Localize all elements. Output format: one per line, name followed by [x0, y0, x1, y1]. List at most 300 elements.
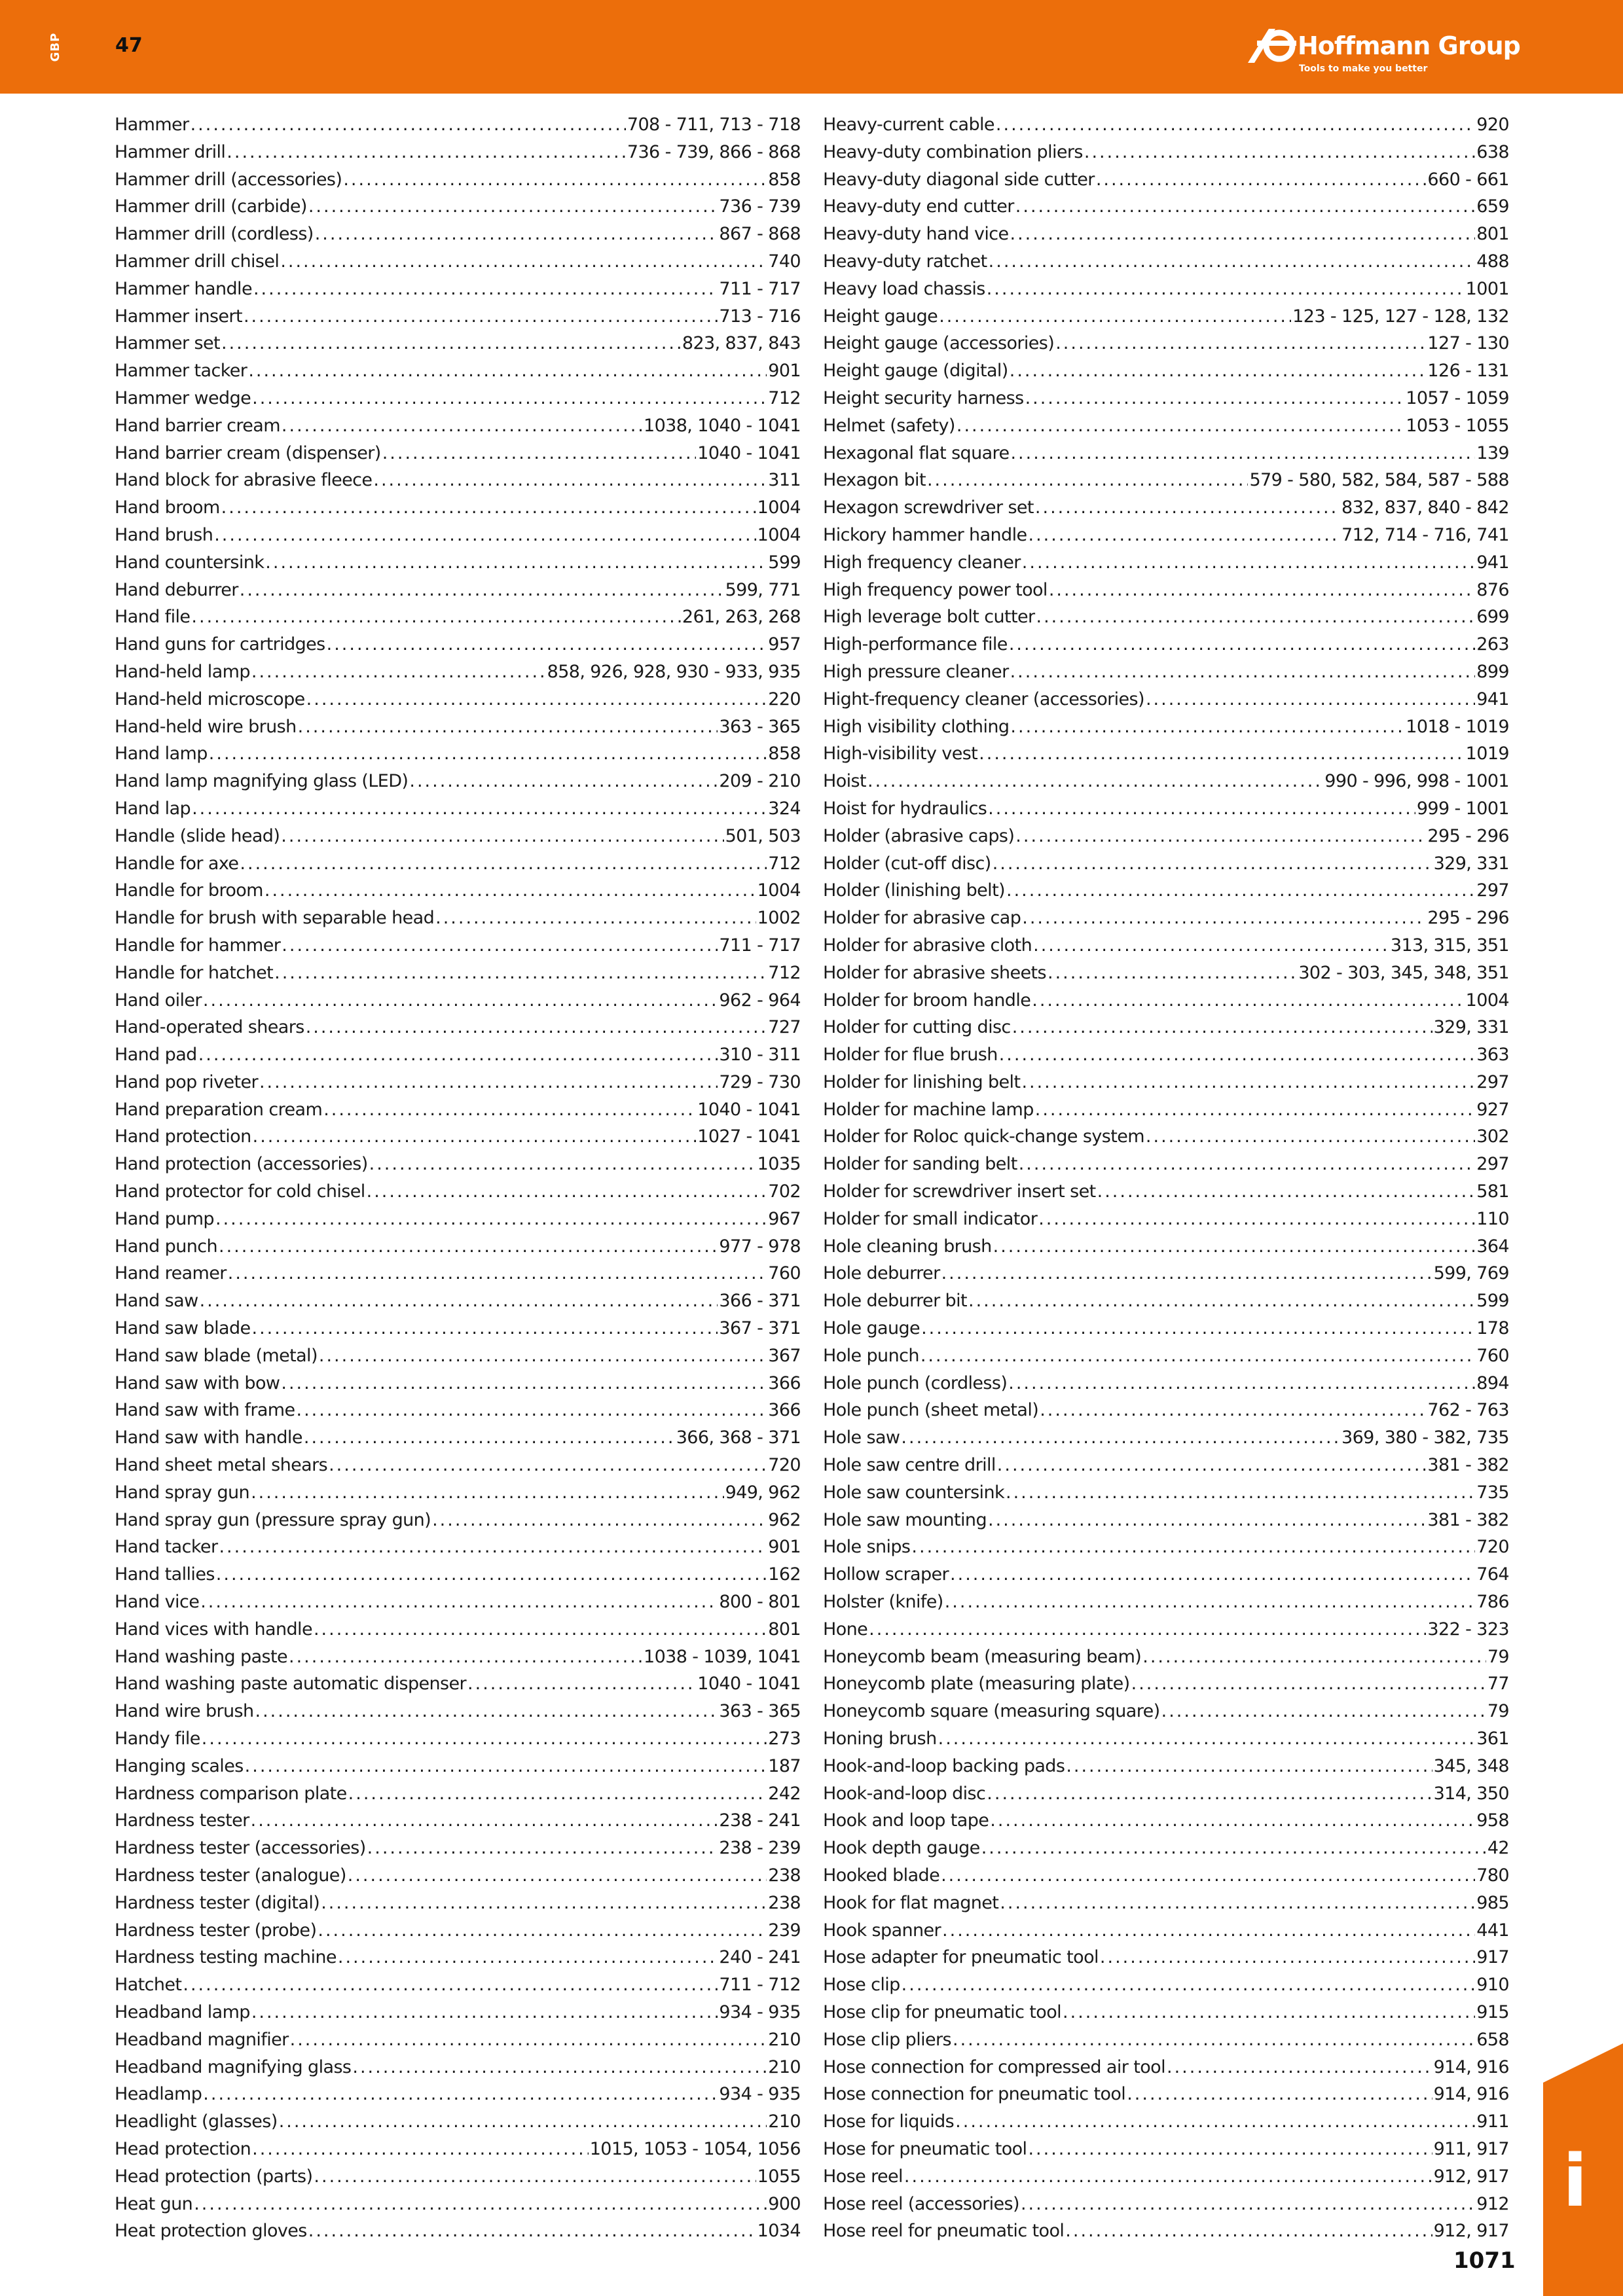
index-pages: 659 [1476, 196, 1509, 217]
index-entry [823, 1643, 1509, 1671]
index-pages: 801 [768, 1619, 801, 1640]
index-entry [115, 1123, 801, 1151]
index-pages: 361 [1476, 1729, 1509, 1749]
index-term: Helmet (safety) [823, 415, 955, 436]
index-pages: 363 - 365 [719, 1701, 801, 1722]
index-term: High frequency power tool [823, 579, 1048, 600]
index-pages: 858 [768, 744, 801, 764]
index-pages: 832, 837, 840 - 842 [1341, 497, 1509, 518]
index-term: Hand protection (accessories) [115, 1154, 368, 1175]
dot-leader [252, 385, 767, 412]
dot-leader [282, 412, 642, 440]
dot-leader [1131, 1670, 1486, 1698]
index-term: Hammer [115, 115, 189, 135]
index-pages: 713 - 716 [719, 306, 801, 327]
dot-leader [304, 1424, 675, 1452]
index-entry [823, 2108, 1509, 2136]
index-pages: 911, 917 [1433, 2138, 1509, 2159]
dot-leader [215, 1206, 767, 1233]
dot-leader [996, 111, 1475, 139]
index-pages: 302 - 303, 345, 348, 351 [1298, 962, 1509, 983]
index-pages: 800 - 801 [719, 1592, 801, 1613]
index-entry [115, 877, 801, 905]
index-entry [115, 768, 801, 795]
index-entry [115, 1178, 801, 1206]
index-term: Hardness tester [115, 1810, 249, 1831]
index-entry [115, 1616, 801, 1643]
logo-mark-icon [1245, 26, 1296, 65]
dot-leader [1066, 1753, 1432, 1780]
index-entry [115, 1479, 801, 1507]
index-entry [115, 2191, 801, 2218]
dot-leader [955, 2108, 1475, 2136]
index-entry [115, 686, 801, 713]
dot-leader [1100, 1944, 1475, 1971]
index-pages: 79 [1487, 1646, 1509, 1667]
index-pages: 581 [1476, 1181, 1509, 1202]
dot-leader [280, 248, 767, 276]
index-pages: 363 - 365 [719, 716, 801, 737]
index-entry [823, 960, 1509, 987]
index-pages: 311 [768, 470, 801, 491]
dot-leader [265, 549, 767, 577]
dot-leader [315, 221, 718, 248]
dot-leader [869, 1616, 1426, 1643]
index-term: Hammer drill (cordless) [115, 224, 314, 245]
dot-leader [227, 139, 626, 166]
index-term: Hand pump [115, 1208, 214, 1229]
index-pages: 712 [768, 853, 801, 874]
dot-leader [373, 467, 767, 494]
index-entry [115, 193, 801, 221]
index-term: Hand broom [115, 497, 220, 518]
index-pages: 1040 - 1041 [697, 1099, 801, 1120]
dot-leader [981, 1835, 1486, 1862]
index-column-left [115, 111, 801, 2245]
dot-leader [1127, 2081, 1432, 2108]
index-term: Hole saw mounting [823, 1509, 987, 1530]
index-term: Holder for flue brush [823, 1045, 998, 1066]
info-icon: i [1563, 2139, 1588, 2223]
dot-leader [1019, 1151, 1476, 1178]
index-pages: 297 [1476, 880, 1509, 901]
index-entry [823, 1014, 1509, 1041]
index-term: Hole snips [823, 1537, 911, 1558]
dot-leader [248, 357, 767, 385]
index-pages: 263 [1476, 634, 1509, 655]
index-term: Heat protection gloves [115, 2221, 307, 2242]
dot-leader [279, 2108, 767, 2136]
dot-leader [953, 2026, 1475, 2054]
index-term: Hexagon bit [823, 470, 926, 491]
dot-leader [203, 987, 718, 1014]
index-pages: 297 [1476, 1071, 1509, 1092]
index-term: Hand vices with handle [115, 1619, 312, 1640]
index-term: Hand spray gun (pressure spray gun) [115, 1509, 431, 1530]
index-entry [823, 932, 1509, 960]
index-entry [115, 603, 801, 631]
index-entry [115, 385, 801, 412]
index-entry [115, 1944, 801, 1971]
index-entry [115, 139, 801, 166]
index-term: Holster (knife) [823, 1592, 943, 1613]
index-entry [823, 440, 1509, 467]
index-entry [823, 1862, 1509, 1890]
index-term: Heavy-current cable [823, 115, 994, 135]
index-term: Hand-held lamp [115, 661, 250, 682]
index-pages: 711 - 717 [719, 935, 801, 956]
index-pages: 762 - 763 [1427, 1400, 1509, 1421]
index-entry [115, 1424, 801, 1452]
dot-leader [1010, 221, 1476, 248]
index-term: Hand protection [115, 1126, 251, 1147]
dot-leader [1010, 658, 1476, 686]
index-entry [823, 1999, 1509, 2026]
index-pages: 894 [1476, 1372, 1509, 1393]
index-pages: 941 [1476, 552, 1509, 573]
index-term: Holder for abrasive sheets [823, 962, 1046, 983]
index-pages: 381 - 382 [1427, 1455, 1509, 1476]
index-pages: 162 [768, 1564, 801, 1585]
index-pages: 261, 263, 268 [682, 607, 801, 628]
index-term: Hand preparation cream [115, 1099, 323, 1120]
index-term: Hammer set [115, 333, 221, 354]
index-entry [115, 850, 801, 878]
index-entry [823, 795, 1509, 823]
index-pages: 711 - 717 [719, 278, 801, 299]
index-pages: 990 - 996, 998 - 1001 [1324, 771, 1509, 792]
index-pages: 915 [1476, 2001, 1509, 2022]
index-entry [823, 193, 1509, 221]
index-term: Hose reel [823, 2166, 903, 2187]
dot-leader [297, 1397, 767, 1424]
dot-leader [253, 1123, 697, 1151]
index-entry [823, 303, 1509, 331]
index-pages: 1004 [1465, 990, 1509, 1011]
dot-leader [1009, 631, 1475, 658]
index-pages: 1004 [757, 497, 801, 518]
index-entry [115, 2136, 801, 2163]
dot-leader [1015, 823, 1426, 850]
index-entry [115, 1069, 801, 1096]
index-pages: 660 - 661 [1427, 169, 1509, 190]
dot-leader [1036, 603, 1476, 631]
index-pages: 900 [768, 2193, 801, 2214]
index-term: Handle for hatchet [115, 962, 274, 983]
index-term: Height gauge [823, 306, 938, 327]
index-term: Hand saw with handle [115, 1427, 302, 1448]
dot-leader [1033, 932, 1389, 960]
index-pages: 823, 837, 843 [682, 333, 801, 354]
index-entry [115, 1452, 801, 1479]
index-term: Hook for flat magnet [823, 1892, 999, 1913]
dot-leader [221, 330, 681, 357]
index-term: Hoist [823, 771, 866, 792]
dot-leader [1006, 1479, 1475, 1507]
dot-leader [252, 1315, 718, 1342]
dot-leader [327, 631, 767, 658]
index-entry [115, 549, 801, 577]
index-pages: 345, 348 [1433, 1755, 1509, 1776]
index-pages: 1055 [757, 2166, 801, 2187]
index-term: Holder for machine lamp [823, 1099, 1034, 1120]
dot-leader [1146, 686, 1475, 713]
index-pages: 210 [768, 2111, 801, 2132]
index-term: High leverage bolt cutter [823, 607, 1035, 628]
index-term: Holder for cutting disc [823, 1017, 1011, 1038]
index-term: Hose adapter for pneumatic tool [823, 1947, 1099, 1968]
index-term: Hatchet [115, 1975, 182, 1996]
index-pages: 736 - 739, 866 - 868 [627, 141, 801, 162]
dot-leader [255, 1698, 718, 1725]
index-entry [115, 1725, 801, 1753]
index-pages: 1018 - 1019 [1406, 716, 1509, 737]
dot-leader [1142, 1643, 1486, 1671]
index-entry [115, 166, 801, 194]
index-term: Holder for abrasive cloth [823, 935, 1032, 956]
index-term: High-performance file [823, 634, 1008, 655]
index-term: Hose reel for pneumatic tool [823, 2221, 1065, 2242]
index-entry [823, 1178, 1509, 1206]
page-number: 1071 [1453, 2248, 1516, 2274]
index-entry [115, 1780, 801, 1808]
index-pages: 1053 - 1055 [1406, 415, 1509, 436]
index-term: Hand countersink [115, 552, 264, 573]
index-pages: 876 [1476, 579, 1509, 600]
index-term: Height security harness [823, 387, 1024, 408]
index-entry [115, 494, 801, 522]
dot-leader [1084, 139, 1475, 166]
dot-leader [321, 1890, 767, 1917]
index-term: Hand-held microscope [115, 689, 305, 709]
index-pages: 985 [1476, 1892, 1509, 1913]
index-pages: 295 - 296 [1427, 908, 1509, 929]
index-term: Hole punch (sheet metal) [823, 1400, 1039, 1421]
index-entry [823, 1698, 1509, 1725]
index-entry [823, 1971, 1509, 1999]
index-entry [823, 1397, 1509, 1424]
dot-leader [352, 2054, 767, 2081]
catalogue-code: GBP [48, 32, 62, 62]
dot-leader [1022, 905, 1426, 932]
index-term: Hardness tester (analogue) [115, 1865, 346, 1886]
index-pages: 1035 [757, 1154, 801, 1175]
index-entry [115, 1999, 801, 2026]
dot-leader [1006, 877, 1475, 905]
index-entry [823, 1424, 1509, 1452]
index-term: Heavy load chassis [823, 278, 985, 299]
index-entry [823, 1890, 1509, 1917]
index-pages: 958 [1476, 1810, 1509, 1831]
index-pages: 912, 917 [1433, 2166, 1509, 2187]
index-term: Hand barrier cream (dispenser) [115, 442, 381, 463]
dot-leader [1010, 357, 1427, 385]
index-term: Holder (abrasive caps) [823, 825, 1015, 846]
dot-leader [432, 1507, 767, 1534]
index-term: Hole saw centre drill [823, 1455, 996, 1476]
index-term: Hoist for hydraulics [823, 798, 987, 819]
index-pages: 912 [1476, 2193, 1509, 2214]
index-pages: 699 [1476, 607, 1509, 628]
dot-leader [240, 577, 724, 604]
index-pages: 599, 771 [725, 579, 801, 600]
index-entry [115, 1890, 801, 1917]
index-pages: 79 [1487, 1701, 1509, 1722]
index-pages: 329, 331 [1433, 1017, 1509, 1038]
index-term: Hook spanner [823, 1920, 941, 1941]
dot-leader [219, 1233, 718, 1261]
index-pages: 123 - 125, 127 - 128, 132 [1292, 306, 1509, 327]
index-entry [823, 768, 1509, 795]
index-term: Hole gauge [823, 1318, 921, 1339]
index-pages: 720 [1476, 1537, 1509, 1558]
dot-leader [228, 1260, 767, 1287]
index-term: Hand pop riveter [115, 1071, 258, 1092]
index-entry [823, 1123, 1509, 1151]
index-term: Holder for small indicator [823, 1208, 1038, 1229]
index-entry [823, 1069, 1509, 1096]
index-term: Hand lamp magnifying glass (LED) [115, 771, 409, 792]
dot-leader [1063, 1999, 1475, 2026]
dot-leader [968, 1287, 1475, 1315]
dot-leader [369, 1151, 756, 1178]
index-pages: 366 [768, 1400, 801, 1421]
dot-leader [911, 1534, 1475, 1561]
index-entry [115, 1971, 801, 1999]
dot-leader [191, 111, 626, 139]
index-entry [823, 1342, 1509, 1370]
dot-leader [1097, 1178, 1476, 1206]
index-entry [823, 603, 1509, 631]
dot-leader [264, 877, 756, 905]
index-pages: 760 [768, 1263, 801, 1284]
dot-leader [245, 1753, 767, 1780]
dot-leader [348, 1780, 767, 1808]
index-pages: 934 - 935 [719, 2084, 801, 2105]
index-entry [823, 1479, 1509, 1507]
index-entry [115, 276, 801, 303]
index-pages: 381 - 382 [1427, 1509, 1509, 1530]
index-term: Hone [823, 1619, 868, 1640]
dot-leader [200, 1287, 718, 1315]
index-entry [115, 1753, 801, 1780]
index-term: Handle for axe [115, 853, 239, 874]
index-pages: 712 [768, 962, 801, 983]
index-entry [115, 1260, 801, 1287]
index-pages: 712 [768, 387, 801, 408]
index-pages: 711 - 712 [719, 1975, 801, 1996]
index-term: Hand protector for cold chisel [115, 1181, 365, 1202]
index-pages: 1002 [757, 908, 801, 929]
dot-leader [989, 248, 1476, 276]
dot-leader [1055, 330, 1426, 357]
dot-leader [921, 1342, 1475, 1370]
index-entry [823, 850, 1509, 878]
index-term: Handle for brush with separable head [115, 908, 435, 929]
index-pages: 1040 - 1041 [697, 442, 801, 463]
index-term: Hook-and-loop backing pads [823, 1755, 1065, 1776]
index-pages: 729 - 730 [719, 1071, 801, 1092]
index-entry [115, 740, 801, 768]
dot-leader [867, 768, 1323, 795]
index-pages: 941 [1476, 689, 1509, 709]
index-entry [115, 1588, 801, 1616]
index-pages: 901 [768, 1537, 801, 1558]
index-entry [823, 740, 1509, 768]
index-entry [115, 1835, 801, 1862]
index-entry [823, 2136, 1509, 2163]
index-term: Hardness testing machine [115, 1947, 337, 1968]
index-pages: 708 - 711, 713 - 718 [627, 115, 801, 135]
index-pages: 367 - 371 [719, 1318, 801, 1339]
header-page-number: 47 [115, 34, 143, 57]
index-entry [823, 658, 1509, 686]
index-term: Hanging scales [115, 1755, 244, 1776]
index-term: Honeycomb plate (measuring plate) [823, 1674, 1130, 1695]
index-pages: 920 [1476, 115, 1509, 135]
index-term: Honeycomb square (measuring square) [823, 1701, 1160, 1722]
index-term: Headlamp [115, 2084, 202, 2105]
index-term: High frequency cleaner [823, 552, 1021, 573]
index-entry [115, 1342, 801, 1370]
dot-leader [194, 2191, 767, 2218]
index-entry [823, 1315, 1509, 1342]
index-term: Hammer wedge [115, 387, 251, 408]
index-term: Head protection (parts) [115, 2166, 313, 2187]
index-term: Hammer insert [115, 306, 242, 327]
dot-leader [367, 1178, 767, 1206]
index-term: Hand saw [115, 1291, 198, 1312]
index-pages: 1027 - 1041 [697, 1126, 801, 1147]
index-pages: 949, 962 [725, 1482, 801, 1503]
index-entry [115, 1643, 801, 1671]
dot-leader [997, 1452, 1427, 1479]
dot-leader [209, 740, 767, 768]
index-entry [823, 2054, 1509, 2081]
index-entry [823, 1233, 1509, 1261]
index-term: Hollow scraper [823, 1564, 949, 1585]
index-term: Hand-held wire brush [115, 716, 297, 737]
index-term: Hammer drill (accessories) [115, 169, 342, 190]
dot-leader [939, 303, 1291, 331]
index-pages: 367 [768, 1345, 801, 1366]
index-pages: 210 [768, 2056, 801, 2077]
index-term: Hooked blade [823, 1865, 940, 1886]
index-pages: 957 [768, 634, 801, 655]
index-entry [115, 248, 801, 276]
index-pages: 735 [1476, 1482, 1509, 1503]
index-pages: 441 [1476, 1920, 1509, 1941]
index-term: Hook-and-loop disc [823, 1783, 986, 1804]
index-entry [823, 2026, 1509, 2054]
index-entry [823, 166, 1509, 194]
index-term: Holder (cut-off disc) [823, 853, 991, 874]
index-term: Hand lamp [115, 744, 208, 764]
index-term: Hole punch [823, 1345, 919, 1366]
dot-leader [950, 1561, 1475, 1588]
dot-leader [251, 1807, 718, 1835]
dot-leader [1161, 1698, 1486, 1725]
index-term: Handle (slide head) [115, 825, 280, 846]
index-entry [823, 631, 1509, 658]
index-pages: 297 [1476, 1154, 1509, 1175]
index-term: Hand washing paste automatic dispenser [115, 1674, 467, 1695]
dot-leader [274, 960, 767, 987]
index-entry [823, 577, 1509, 604]
index-entry [115, 330, 801, 357]
dot-leader [202, 1725, 767, 1753]
index-pages: 322 - 323 [1427, 1619, 1509, 1640]
